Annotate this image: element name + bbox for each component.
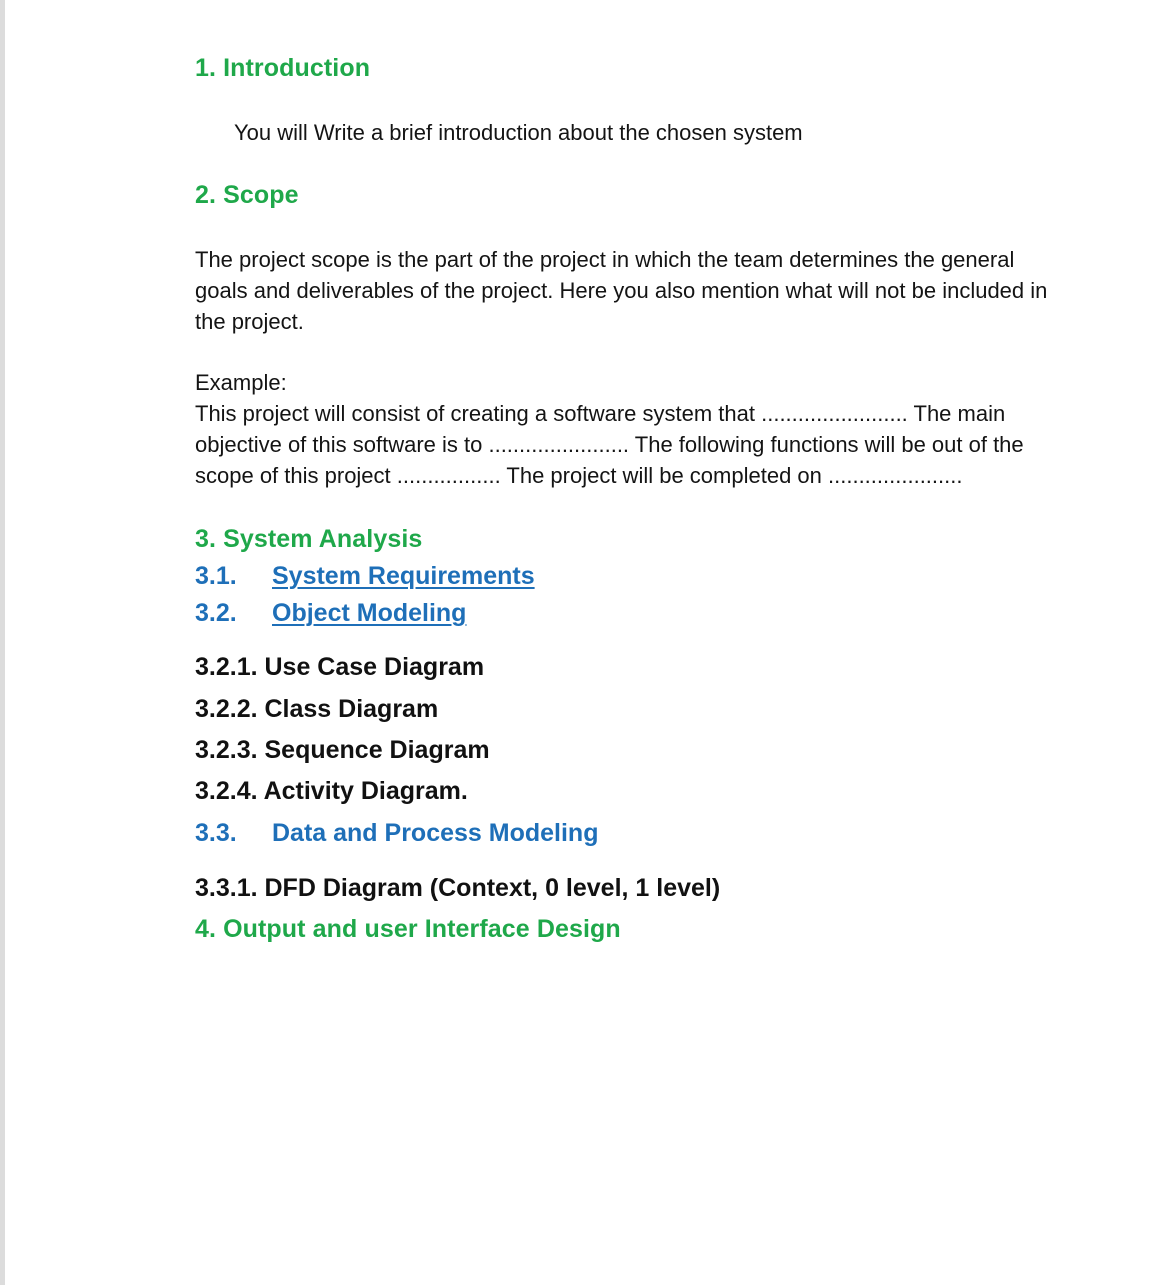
heading-output-ui-design: 4. Output and user Interface Design bbox=[195, 915, 621, 943]
heading-scope: 2. Scope bbox=[195, 181, 299, 209]
object-modeling-link[interactable]: Object Modeling bbox=[272, 599, 467, 627]
item-dfd-diagram: 3.3.1. DFD Diagram (Context, 0 level, 1 level) bbox=[195, 874, 721, 902]
heading-system-analysis: 3. System Analysis bbox=[195, 525, 423, 553]
example-line: objective of this software is to ....................... The following functions will be out of the bbox=[195, 432, 1024, 457]
subheading-object-modeling[interactable] bbox=[195, 599, 466, 628]
example-label: Example: bbox=[195, 370, 287, 395]
scope-paragraph bbox=[195, 244, 1130, 337]
scope-paragraph-line: the project. bbox=[195, 309, 304, 334]
item-use-case-diagram: 3.2.1. Use Case Diagram bbox=[195, 653, 485, 681]
introduction-text: You will Write a brief introduction about the chosen system bbox=[234, 120, 803, 145]
scope-paragraph-line: goals and deliverables of the project. Here you also mention what will not be included in bbox=[195, 278, 1048, 303]
example-line: scope of this project ................. The project will be completed on ...................... bbox=[195, 463, 963, 488]
document-page bbox=[5, 0, 1170, 1285]
subheading-number: 3.2. bbox=[195, 599, 237, 627]
subheading-number: 3.1. bbox=[195, 562, 237, 590]
scope-paragraph-line: The project scope is the part of the project in which the team determines the general bbox=[195, 247, 1015, 272]
subheading-number: 3.3. bbox=[195, 819, 237, 847]
subheading-data-process-modeling bbox=[195, 819, 598, 848]
item-sequence-diagram: 3.2.3. Sequence Diagram bbox=[195, 736, 490, 764]
item-class-diagram: 3.2.2. Class Diagram bbox=[195, 695, 439, 723]
system-requirements-link[interactable]: System Requirements bbox=[272, 562, 535, 590]
data-process-modeling-label: Data and Process Modeling bbox=[272, 819, 599, 847]
subheading-system-requirements[interactable] bbox=[195, 562, 535, 591]
heading-introduction: 1. Introduction bbox=[195, 54, 371, 82]
item-activity-diagram: 3.2.4. Activity Diagram. bbox=[195, 777, 468, 805]
example-line: This project will consist of creating a software system that ........................ The main bbox=[195, 401, 1006, 426]
scope-example bbox=[195, 367, 1130, 491]
